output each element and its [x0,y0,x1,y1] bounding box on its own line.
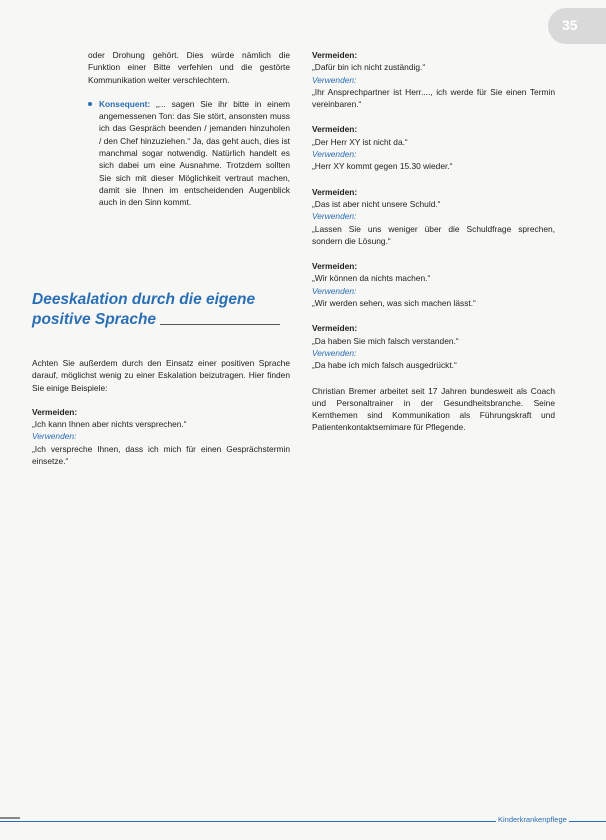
right-column [312,49,555,434]
avoid-text: „Da haben Sie mich falsch verstanden.“ [312,335,459,346]
example-block [312,49,555,110]
avoid-text: „Dafür bin ich nicht zuständig.“ [312,62,426,73]
avoid-text: „Der Herr XY ist nicht da.“ [312,136,408,147]
left-intro-paragraph: oder Drohung gehört. Dies würde nämlich die Funktion einer Bitte verfehlen und die gestörte Kommunikation weiter verschlechtern. [88,50,290,85]
use-label: Verwenden: [312,74,357,85]
bullet-label: Konsequent: [99,98,151,109]
use-label: Verwenden: [312,211,357,222]
heading-line-2: positive Sprache [32,311,157,328]
heading-underline [160,324,280,325]
bullet-konsequent [88,98,290,209]
example-block [312,123,555,172]
avoid-text: „Das ist aber nicht unsere Schuld.“ [312,198,441,209]
example-block [312,186,555,247]
avoid-text: „Wir können da nichts machen.“ [312,273,431,284]
edge-mark [0,817,20,819]
page-number: 35 [562,17,578,33]
avoid-label: Vermeiden: [312,323,358,334]
use-text: „Lassen Sie uns weniger über die Schuldfrage sprechen, sondern die Lösung.“ [312,223,555,246]
page-number-badge [548,8,606,44]
avoid-label: Vermeiden: [312,50,358,60]
use-text: „Da habe ich mich falsch ausgedrückt.“ [312,360,457,371]
use-text: „Ich verspreche Ihnen, dass ich mich für einen Gesprächstermin einsetze.“ [32,443,290,467]
avoid-text: „Ich kann Ihnen aber nichts versprechen.“ [32,419,187,430]
avoid-label: Vermeiden: [312,186,358,197]
use-label: Verwenden: [312,149,357,160]
use-text: „Ihr Ansprechpartner ist Herr...., ich werde für Sie einen Termin vereinbaren.“ [312,86,555,110]
avoid-label: Vermeiden: [32,406,78,417]
example-block [32,406,290,467]
example-block [312,260,555,309]
footer-journal-name: Kinderkrankenpflege [498,815,567,824]
heading-line-1: Deeskalation durch die eigene [32,291,256,308]
bullet-paragraph [99,98,290,209]
left-column-top [88,49,290,209]
use-label: Verwenden: [32,431,77,442]
avoid-label: Vermeiden: [312,261,358,272]
left-column-bottom [32,357,290,480]
use-text: „Wir werden sehen, was sich machen lässt.“ [312,298,476,309]
positive-language-intro: Achten Sie außerdem durch den Einsatz einer positiven Sprache darauf, möglichst wenig zu einer Eskalation beizutragen. Hier finden Sie einige Beispiele: [32,358,290,393]
example-block [312,322,555,371]
use-label: Verwenden: [312,285,357,296]
use-label: Verwenden: [312,347,357,358]
bullet-text: „... sagen Sie ihr bitte in einem angemessenen Ton: das Sie stört, ansonsten muss ich das Gespräch beenden / jemanden hinzuholen / den Chef hinzuziehen.“ Ja, das geht auch, dies ist manchmal sogar notwendig. Natürlich handelt es sich dabei um eine Ausnahme. Trotzdem sollten Sie sich mit dieser Möglichkeit vertraut machen, damit sie Ihnen im entscheidenden Augenblick auch in den Sinn kommt. [99,98,290,208]
author-bio: Christian Bremer arbeitet seit 17 Jahren bundesweit als Coach und Personaltrainer in der Gesundheitsbranche. Seine Kernthemen sind Kommunikation als Führungskraft und Patientenkontaktsemimare für Pflegende. [312,385,555,433]
avoid-label: Vermeiden: [312,124,358,135]
use-text: „Herr XY kommt gegen 15.30 wieder.“ [312,161,453,172]
bullet-dot-icon [88,102,92,106]
